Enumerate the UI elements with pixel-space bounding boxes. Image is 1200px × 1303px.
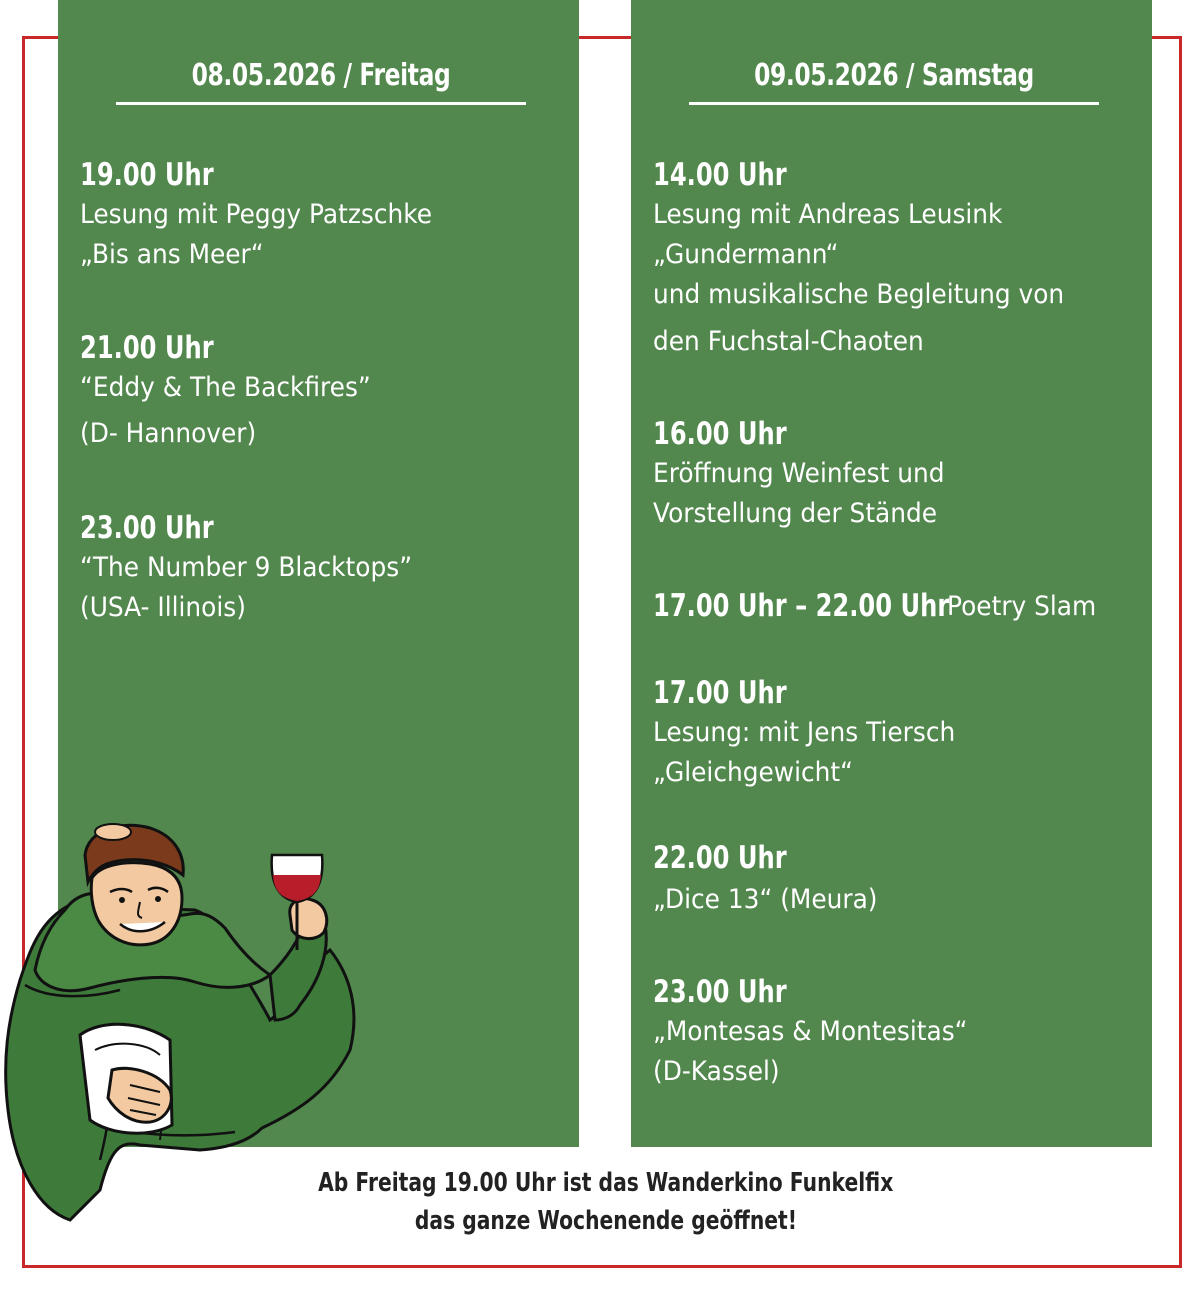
- friday-event-3: [80, 508, 570, 628]
- event-line: „Montesas & Montesitas“: [653, 1016, 968, 1047]
- saturday-column: [631, 0, 1152, 1147]
- event-line: „Gleichgewicht“: [653, 757, 853, 788]
- event-line: Lesung mit Peggy Patzschke: [80, 199, 433, 230]
- saturday-event-3: [653, 586, 1143, 626]
- event-line: Vorstellung der Stände: [653, 498, 938, 529]
- event-time: 19.00 Uhr: [80, 157, 214, 193]
- event-time: 23.00 Uhr: [80, 510, 214, 546]
- event-line: und musikalische Begleitung von: [653, 279, 1065, 310]
- event-line: „Bis ans Meer“: [80, 239, 264, 270]
- footer-line-1: [0, 1168, 1200, 1198]
- event-time: 23.00 Uhr: [653, 974, 787, 1010]
- event-time: 17.00 Uhr: [653, 675, 787, 711]
- event-line: „Gundermann“: [653, 239, 839, 270]
- footer-text-2: das ganze Wochenende geöffnet!: [414, 1206, 798, 1236]
- event-time: 22.00 Uhr: [653, 840, 787, 876]
- footer-line-2: [0, 1206, 1200, 1236]
- event-line: Lesung: mit Jens Tiersch: [653, 717, 956, 748]
- friday-event-2: [80, 328, 570, 454]
- saturday-event-6: [653, 972, 1143, 1092]
- event-line: (USA- Illinois): [80, 592, 246, 623]
- event-line: (D-Kassel): [653, 1056, 780, 1087]
- event-line: (D- Hannover): [80, 418, 257, 449]
- event-time: 21.00 Uhr: [80, 330, 214, 366]
- friday-event-1: [80, 155, 570, 275]
- monk-with-wine-glass-icon: [0, 810, 370, 1230]
- event-line: „Dice 13“ (Meura): [653, 884, 878, 915]
- footer-text-1: Ab Freitag 19.00 Uhr ist das Wanderkino Funkelfix: [318, 1168, 894, 1198]
- friday-header-underline: [116, 102, 526, 105]
- event-line: Eröffnung Weinfest und: [653, 458, 945, 489]
- saturday-event-1: [653, 155, 1143, 362]
- saturday-event-4: [653, 673, 1143, 793]
- event-line: “Eddy & The Backfires”: [80, 372, 371, 403]
- event-time: 16.00 Uhr: [653, 416, 787, 452]
- event-line: den Fuchstal-Chaoten: [653, 326, 924, 357]
- event-time: 14.00 Uhr: [653, 157, 787, 193]
- event-line: Lesung mit Andreas Leusink: [653, 199, 1003, 230]
- saturday-header-underline: [689, 102, 1099, 105]
- saturday-event-2: [653, 414, 1143, 534]
- friday-header: 08.05.2026 / Freitag: [191, 58, 451, 93]
- event-time: 17.00 Uhr – 22.00 Uhr: [653, 588, 950, 624]
- event-line: “The Number 9 Blacktops”: [80, 552, 413, 583]
- saturday-event-5: [653, 838, 1143, 920]
- saturday-header: 09.05.2026 / Samstag: [754, 58, 1034, 93]
- event-line: Poetry Slam: [947, 591, 1097, 622]
